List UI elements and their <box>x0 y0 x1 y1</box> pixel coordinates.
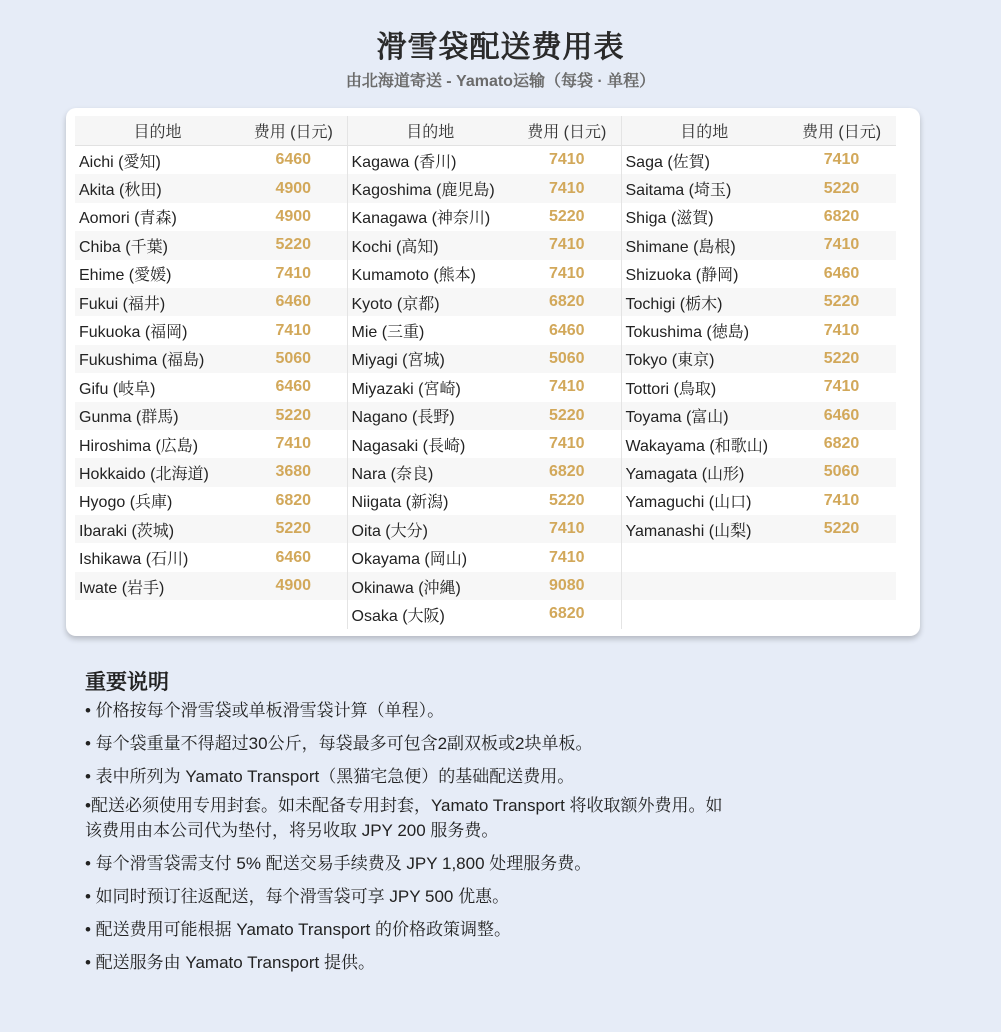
fee-cell: 6820 <box>513 288 621 316</box>
fee-cell: 6460 <box>823 264 860 282</box>
fee-cell <box>787 543 896 571</box>
destination-cell: Mie (三重) <box>351 324 425 342</box>
table-row <box>75 260 896 288</box>
destination-cell: Chiba (千葉) <box>75 231 240 259</box>
fee-cell: 6820 <box>823 435 860 453</box>
rates-card <box>66 108 920 636</box>
fee-cell: 5220 <box>787 515 896 543</box>
fee-cell: 6820 <box>513 458 621 486</box>
table-row <box>75 146 896 175</box>
destination-cell: Shiga (滋賀) <box>625 210 714 228</box>
header-destination: 目的地 <box>621 116 787 146</box>
fee-cell: 7410 <box>513 543 621 571</box>
destination-cell: Okinawa (沖縄) <box>347 572 513 600</box>
destination-cell: Kyoto (京都) <box>347 288 513 316</box>
table-row <box>75 402 896 430</box>
destination-cell: Gunma (群馬) <box>75 402 240 430</box>
destination-cell: Kagawa (香川) <box>351 153 457 171</box>
destination-cell: Shimane (島根) <box>621 231 787 259</box>
note-item: • 如同时预订往返配送，每个滑雪袋可享 JPY 500 优惠。 <box>85 887 510 906</box>
table-header-row <box>75 116 896 146</box>
destination-cell: Tokushima (徳島) <box>625 324 750 342</box>
fee-cell: 6460 <box>240 373 347 401</box>
fee-cell: 5220 <box>787 174 896 202</box>
fee-cell: 6460 <box>240 146 347 175</box>
fee-cell: 4900 <box>240 174 347 202</box>
fee-cell: 5220 <box>787 345 896 373</box>
table-row <box>75 572 896 600</box>
note-item: • 每个袋重量不得超过30公斤，每袋最多可包含2副双板或2块单板。 <box>85 734 593 753</box>
destination-cell: Ehime (愛媛) <box>79 267 172 285</box>
note-item: • 配送服务由 Yamato Transport 提供。 <box>85 953 375 972</box>
fee-cell <box>787 572 896 600</box>
note-item: •配送必须使用专用封套。如未配备专用封套，Yamato Transport 将收取额外费用。如该费用由本公司代为垫付，将另收取 JPY 200 服务费。 <box>85 796 723 840</box>
note-item: • 表中所列为 Yamato Transport（黑猫宅急便）的基础配送费用。 <box>85 767 575 786</box>
destination-cell: Kanagawa (神奈川) <box>351 210 491 228</box>
note-item: • 价格按每个滑雪袋或单板滑雪袋计算（单程）。 <box>85 701 445 720</box>
fee-cell: 4900 <box>240 203 347 231</box>
fee-cell: 6460 <box>240 288 347 316</box>
fee-cell: 6460 <box>513 316 621 344</box>
destination-cell: Ishikawa (石川) <box>79 551 189 569</box>
note-item: • 每个滑雪袋需支付 5% 配送交易手续费及 JPY 1,800 处理服务费。 <box>85 854 592 873</box>
fee-cell: 7410 <box>513 146 621 175</box>
destination-cell: Aomori (青森) <box>79 210 177 228</box>
table-row <box>75 316 896 344</box>
table-row <box>75 543 896 571</box>
fee-cell: 7410 <box>513 373 621 401</box>
destination-cell: Oita (大分) <box>347 515 513 543</box>
fee-cell: 3680 <box>240 458 347 486</box>
destination-cell: Gifu (岐阜) <box>79 380 156 398</box>
destination-cell: Yamanashi (山梨) <box>621 515 787 543</box>
destination-cell: Ibaraki (茨城) <box>75 515 240 543</box>
notes-title: 重要说明 <box>85 671 169 694</box>
destination-cell: Hyogo (兵庫) <box>79 494 173 512</box>
fee-cell: 7410 <box>823 151 860 169</box>
fee-cell: 7410 <box>787 231 896 259</box>
destination-cell: Fukuoka (福岡) <box>79 324 188 342</box>
notes-list <box>85 698 965 983</box>
destination-cell: Tottori (鳥取) <box>625 380 717 398</box>
header-destination: 目的地 <box>347 116 513 146</box>
fee-cell: 7410 <box>513 430 621 458</box>
destination-cell: Shizuoka (静岡) <box>625 267 739 285</box>
fee-cell: 6820 <box>823 207 860 225</box>
destination-cell <box>621 543 787 571</box>
destination-cell: Akita (秋田) <box>75 174 240 202</box>
fee-cell: 5220 <box>240 231 347 259</box>
destination-cell <box>75 600 240 628</box>
page-title: 滑雪袋配送费用表 <box>376 31 625 64</box>
destination-cell: Miyazaki (宮崎) <box>351 380 461 398</box>
destination-cell: Kagoshima (鹿児島) <box>347 174 513 202</box>
table-row <box>75 487 896 515</box>
destination-cell: Nagasaki (長崎) <box>351 437 466 455</box>
destination-cell: Fukushima (福島) <box>75 345 240 373</box>
fee-cell: 5220 <box>240 402 347 430</box>
destination-cell: Toyama (富山) <box>621 402 787 430</box>
fee-cell: 7410 <box>513 260 621 288</box>
destination-cell: Saitama (埼玉) <box>621 174 787 202</box>
table-row <box>75 515 896 543</box>
destination-cell: Fukui (福井) <box>75 288 240 316</box>
table-row <box>75 231 896 259</box>
fee-cell: 7410 <box>513 231 621 259</box>
fee-cell: 6460 <box>787 402 896 430</box>
destination-cell: Kochi (高知) <box>347 231 513 259</box>
table-row <box>75 430 896 458</box>
destination-cell: Iwate (岩手) <box>75 572 240 600</box>
destination-cell: Hokkaido (北海道) <box>75 458 240 486</box>
fee-cell: 6820 <box>240 487 347 515</box>
fee-cell: 5060 <box>513 345 621 373</box>
table-row <box>75 203 896 231</box>
fee-cell: 7410 <box>240 430 347 458</box>
destination-cell: Wakayama (和歌山) <box>625 437 769 455</box>
fee-cell: 7410 <box>513 174 621 202</box>
fee-cell: 7410 <box>513 515 621 543</box>
destination-cell <box>621 600 787 628</box>
destination-cell: Osaka (大阪) <box>351 607 445 625</box>
table-row <box>75 345 896 373</box>
destination-cell: Yamagata (山形) <box>621 458 787 486</box>
destination-cell: Nara (奈良) <box>347 458 513 486</box>
destination-cell: Hiroshima (広島) <box>79 437 199 455</box>
destination-cell: Miyagi (宮城) <box>347 345 513 373</box>
destination-cell: Saga (佐賀) <box>625 153 710 171</box>
table-row <box>75 288 896 316</box>
fee-cell: 7410 <box>823 378 860 396</box>
fee-cell: 6820 <box>513 600 621 628</box>
destination-cell: Niigata (新潟) <box>351 494 449 512</box>
fee-cell: 7410 <box>240 316 347 344</box>
fee-cell: 5220 <box>513 203 621 231</box>
fee-cell: 7410 <box>240 260 347 288</box>
destination-cell: Yamaguchi (山口) <box>625 494 752 512</box>
fee-cell: 5220 <box>787 288 896 316</box>
destination-cell: Tochigi (栃木) <box>621 288 787 316</box>
destination-cell: Aichi (愛知) <box>79 153 161 171</box>
fee-cell: 5220 <box>513 487 621 515</box>
destination-cell: Nagano (長野) <box>347 402 513 430</box>
fee-cell: 5060 <box>240 345 347 373</box>
fee-cell: 5220 <box>513 402 621 430</box>
fee-cell: 5060 <box>787 458 896 486</box>
header-destination: 目的地 <box>75 116 240 146</box>
fee-cell: 7410 <box>823 321 860 339</box>
fee-cell: 4900 <box>240 572 347 600</box>
destination-cell: Okayama (岡山) <box>351 551 468 569</box>
rates-table <box>75 116 896 629</box>
fee-cell: 7410 <box>823 491 860 509</box>
fee-cell <box>787 600 896 628</box>
fee-cell <box>240 600 347 628</box>
note-item: • 配送费用可能根据 Yamato Transport 的价格政策调整。 <box>85 920 511 939</box>
table-row <box>75 458 896 486</box>
header-fee: 费用 (日元) <box>787 116 896 146</box>
table-row <box>75 600 896 628</box>
table-row <box>75 373 896 401</box>
page-subtitle: 由北海道寄送 - Yamato运输（每袋 · 单程） <box>345 73 656 90</box>
fee-cell: 9080 <box>513 572 621 600</box>
fee-cell: 6460 <box>240 543 347 571</box>
table-row <box>75 174 896 202</box>
header-fee: 费用 (日元) <box>513 116 621 146</box>
rates-table-body <box>75 146 896 629</box>
destination-cell: Kumamoto (熊本) <box>351 267 476 285</box>
destination-cell <box>621 572 787 600</box>
fee-cell: 5220 <box>240 515 347 543</box>
header-fee: 费用 (日元) <box>240 116 347 146</box>
destination-cell: Tokyo (東京) <box>621 345 787 373</box>
